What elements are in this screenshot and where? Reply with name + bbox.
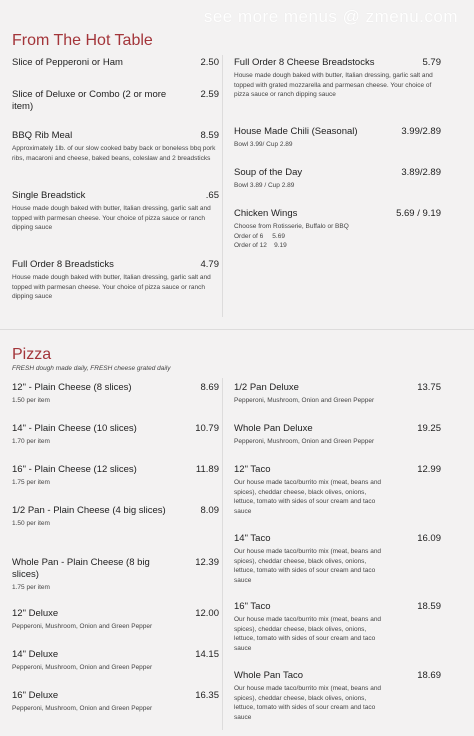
menu-item <box>234 464 441 516</box>
menu-item <box>12 649 219 673</box>
watermark-text: see more menus @ zmenu.com <box>203 7 458 26</box>
item-price: 3.99/2.89 <box>401 126 441 137</box>
item-name: 12" Deluxe <box>12 608 59 619</box>
item-price: 16.09 <box>417 533 441 544</box>
item-name: 1/2 Pan - Plain Cheese (4 big slices) <box>12 505 166 516</box>
section-title-pizza: Pizza <box>12 346 52 363</box>
item-name: 14" Taco <box>234 533 271 544</box>
item-price: 8.09 <box>200 505 219 516</box>
item-name: 14" Deluxe <box>12 649 59 660</box>
section-title-hot-table: From The Hot Table <box>12 32 153 49</box>
menu-item <box>12 505 219 529</box>
item-name: Full Order 8 Breadsticks <box>12 259 114 270</box>
item-description: Bowl 3.99/ Cup 2.89 <box>234 141 293 148</box>
item-price: .65 <box>205 190 219 201</box>
item-price: 16.35 <box>195 690 219 701</box>
item-price: 8.69 <box>200 382 219 393</box>
item-price: 2.59 <box>200 89 219 100</box>
item-name: 12" Taco <box>234 464 271 475</box>
item-price: 4.79 <box>200 259 219 270</box>
item-name: Whole Pan - Plain Cheese (8 big slices) <box>12 557 150 580</box>
menu-item <box>12 608 219 632</box>
item-name: 16" Deluxe <box>12 690 59 701</box>
menu-item <box>12 130 219 163</box>
menu-item <box>12 190 219 233</box>
menu-item <box>12 57 219 69</box>
item-price: 19.25 <box>417 423 441 434</box>
item-description: 1.75 per item <box>12 584 50 591</box>
item-name: 16" - Plain Cheese (12 slices) <box>12 464 137 475</box>
item-price: 12.00 <box>195 608 219 619</box>
item-price: 5.69 / 9.19 <box>396 208 441 219</box>
item-price: 2.50 <box>200 57 219 68</box>
item-description: Approximately 1lb. of our slow cooked baby back or boneless bbq pork ribs, macaroni and cheese, baked beans, coleslaw and 2 breadsticks <box>12 145 216 162</box>
menu-item <box>12 423 219 447</box>
item-description: 1.75 per item <box>12 479 50 486</box>
item-description: Pepperoni, Mushroom, Onion and Green Pepper <box>234 397 375 404</box>
item-price: 14.15 <box>195 649 219 660</box>
item-name: Single Breadstick <box>12 190 86 201</box>
item-description: Choose from Rotisserie, Buffalo or BBQ <box>234 223 349 230</box>
item-description: Pepperoni, Mushroom, Onion and Green Pepper <box>234 438 375 445</box>
item-description: House made dough baked with butter, Italian dressing, garlic salt and topped with parmesan cheese. Your choice of pizza sauce or ranch dipping sauce <box>12 205 211 232</box>
item-price: 12.39 <box>195 557 219 568</box>
menu-item <box>12 464 219 488</box>
item-price: 11.89 <box>195 464 219 475</box>
item-description: 1.70 per item <box>12 438 50 445</box>
menu-item <box>234 533 441 585</box>
item-description: Our house made taco/burrito mix (meat, beans and spices), cheddar cheese, black olives, onions, lettuce, tomato with sides of sour cream and taco sauce <box>234 616 382 652</box>
menu-item <box>234 57 441 100</box>
item-option: Order of 12 9.19 <box>234 242 287 250</box>
item-price: 13.75 <box>417 382 441 393</box>
item-name: 14" - Plain Cheese (10 slices) <box>12 423 137 434</box>
item-name: 12" - Plain Cheese (8 slices) <box>12 382 132 393</box>
item-price: 12.99 <box>417 464 441 475</box>
item-name: BBQ Rib Meal <box>12 130 73 141</box>
item-name: Slice of Pepperoni or Ham <box>12 57 123 68</box>
menu-item <box>234 670 441 722</box>
item-price: 8.59 <box>200 130 219 141</box>
menu-item <box>234 423 441 447</box>
item-name: Full Order 8 Cheese Breadstocks <box>234 57 375 68</box>
item-name: Whole Pan Taco <box>234 670 304 681</box>
item-description: 1.50 per item <box>12 520 50 527</box>
item-name: 1/2 Pan Deluxe <box>234 382 299 393</box>
menu-item <box>234 126 441 150</box>
menu-item <box>12 557 219 593</box>
item-description: 1.50 per item <box>12 397 50 404</box>
item-description: Pepperoni, Mushroom, Onion and Green Pepper <box>12 623 153 630</box>
item-price: 10.79 <box>195 423 219 434</box>
menu-item <box>234 601 441 653</box>
item-description: House made dough baked with butter, Italian dressing, garlic salt and topped with parmesan cheese. Your choice of pizza sauce or ranch dipping sauce <box>12 274 211 301</box>
item-name: Whole Pan Deluxe <box>234 423 313 434</box>
menu-item <box>12 382 219 406</box>
item-option: Order of 6 5.69 <box>234 232 285 240</box>
column-divider <box>222 55 223 317</box>
menu-item <box>12 89 219 113</box>
menu-item <box>12 259 219 302</box>
section-divider <box>0 329 474 330</box>
item-description: Bowl 3.89 / Cup 2.89 <box>234 182 295 189</box>
item-name: Soup of the Day <box>234 167 303 178</box>
item-description: Our house made taco/burrito mix (meat, beans and spices), cheddar cheese, black olives, onions, lettuce, tomato with sides of sour cream and taco sauce <box>234 548 382 584</box>
item-price: 3.89/2.89 <box>401 167 441 178</box>
item-price: 18.69 <box>417 670 441 681</box>
item-name: Slice of Deluxe or Combo (2 or more item) <box>12 89 167 112</box>
menu-item <box>12 690 219 714</box>
menu-item <box>234 167 441 191</box>
menu-item <box>234 382 441 406</box>
column-divider <box>222 378 223 730</box>
item-name: House Made Chili (Seasonal) <box>234 126 358 137</box>
item-name: 16" Taco <box>234 601 271 612</box>
item-price: 18.59 <box>417 601 441 612</box>
pizza-note: FRESH dough made daily, FRESH cheese grated daily <box>12 365 171 372</box>
item-description: House made dough baked with butter, Italian dressing, garlic salt and topped with grated mozzarella and parmesan cheese. Your choice of pizza sauce or ranch dipping sauce <box>234 72 433 99</box>
item-description: Our house made taco/burrito mix (meat, beans and spices), cheddar cheese, black olives, onions, lettuce, tomato with sides of sour cream and taco sauce <box>234 685 382 721</box>
item-price: 5.79 <box>422 57 441 68</box>
item-description: Our house made taco/burrito mix (meat, beans and spices), cheddar cheese, black olives, onions, lettuce, tomato with sides of sour cream and taco sauce <box>234 479 382 515</box>
item-description: Pepperoni, Mushroom, Onion and Green Pepper <box>12 664 153 671</box>
item-description: Pepperoni, Mushroom, Onion and Green Pepper <box>12 705 153 712</box>
item-name: Chicken Wings <box>234 208 298 219</box>
menu-item <box>234 208 441 251</box>
